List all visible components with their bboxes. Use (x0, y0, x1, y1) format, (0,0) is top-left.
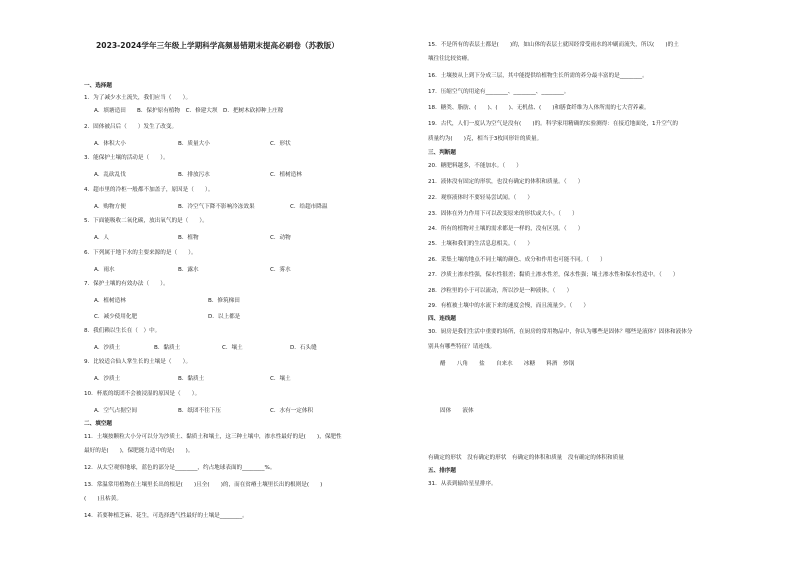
question-line: 固体 液体 (440, 408, 474, 414)
question-line: 14．若要种植芝麻、花生，可选择透气性最好的土壤是________。 (84, 513, 248, 519)
question-line: 22．观察液体时不要轻易尝试闻。（ ） (428, 195, 534, 201)
question-line: 25．土壤和我们的生活息息相关。（ ） (428, 241, 534, 247)
answer-option: B．纸团不往下压 (178, 408, 221, 414)
answer-option: A．填塘造田 B．保护原有植物 C．修建大坝 D．把树木砍掉种上庄稼 (94, 108, 284, 114)
question-line: 13．常温常用植物在土壤里长出的根是( )且全( )的，而在贫瘠土壤里长出的根则是( ) (84, 482, 323, 488)
question-line: 24．所有的植物对土壤的需求都是一样的，没有区别。（ ） (428, 226, 584, 232)
answer-option: C．雾水 (270, 267, 291, 273)
answer-option: A．购物方便 (94, 204, 126, 210)
question-line: 2．固体被吕后（ ）发生了改变。 (84, 124, 178, 130)
question-line: ( )且枯黄。 (84, 496, 122, 502)
question-line: 壤往往比较贫瘠。 (428, 56, 473, 62)
answer-option: B．黏质土 (178, 376, 205, 382)
question-line: 4．超市里的冷柜一般都不加盖子，原因是（ ）。 (84, 187, 214, 193)
answer-option: C．形状 (270, 141, 291, 147)
question-line: 6．下列属于地下水的主要来源的是（ ）。 (84, 250, 197, 256)
question-line: 10．杯底的纸团不会被浸湿的原因是（ ）。 (84, 391, 201, 397)
answer-option: A．植树造林 (94, 298, 126, 304)
answer-option: C．减少使用化肥 (94, 314, 138, 320)
question-line: 31．从表到输给星星排序。 (428, 481, 497, 487)
answer-option: D．以上都是 (208, 314, 241, 320)
answer-option: A．沙质土 (94, 376, 121, 382)
question-line: 最好的是( )，保肥能力适中的是( )。 (84, 448, 194, 454)
answer-option: B．黏质土 (154, 345, 181, 351)
answer-option: C．给超市降温 (290, 204, 328, 210)
question-line: 20．糖肥料越多，不能加水。（ ） (428, 163, 522, 169)
question-line: 12．从太空观察地球，蓝色的部分是________，约占地球表面的________%。 (84, 465, 276, 471)
question-line: 19．古代，人们一度认为空气是没有( )的。科学家用精确的实验测得：在接近地面处，1升空气的 (428, 121, 678, 127)
answer-option: A．雨水 (94, 267, 115, 273)
question-line: 30．厨房是我们生活中重要的场所，在厨房的常用物品中，你认为哪些是固体？哪些是液体？固体和液体分 (428, 329, 693, 335)
answer-option: B．质量大小 (178, 141, 210, 147)
answer-option: B．植物 (178, 235, 199, 241)
section-heading: 一、选择题 (84, 83, 112, 89)
question-line: 1．为了减少水土流失，我们应当（ ）。 (84, 95, 192, 101)
question-line: 23．固体在外力作用下可以改变原来的形状或大小。（ ） (428, 211, 578, 217)
answer-option: B．露水 (178, 267, 199, 273)
question-line: 27．沙质土渗水性强，保水性很差；黏质土渗水性差，保水性强；壤土渗水性和保水性适中。（ ） (428, 272, 679, 278)
question-line: 15．不是所有的表层土都是( )的，如山体的表层土就因经常受雨水的冲刷而流失，所以( )的土 (428, 42, 679, 48)
answer-option: B．排放污水 (178, 172, 210, 178)
answer-option: A．沙质土 (94, 345, 121, 351)
answer-option: B．冷空气下降不影响冷冻效果 (178, 204, 255, 210)
question-line: 7．保护土壤的有效办法（ ）。 (84, 281, 169, 287)
question-line: 3．能保护土壤的活动是（ ）。 (84, 155, 169, 161)
answer-option: A．乱砍乱伐 (94, 172, 126, 178)
question-line: 质量约为( )克，相当于3枚回形针的质量。 (428, 136, 543, 142)
question-line: 18．糖类、脂肪、( )、( )、无机盐、( )和膳食纤维为人体所需的七大营养素。 (428, 105, 650, 111)
question-line: 11．土壤按颗粒大小分可以分为沙质土、黏质土和壤土，这三种土壤中，渗水性最好的是( )，保肥性 (84, 434, 342, 440)
answer-option: C．水有一定体积 (270, 408, 314, 414)
question-line: 有确定的形状 没有确定的形状 有确定的体积和质量 没有确定的体积和质量 (428, 455, 624, 461)
question-line: 28．沙粒里的小于可以流动，所以沙是一种液体。（ ） (428, 288, 573, 294)
answer-option: C．植树造林 (270, 172, 302, 178)
question-line: 5．下面能吸收二氧化碳，放出氧气的是（ ）。 (84, 218, 208, 224)
answer-option: B．修筑梯田 (208, 298, 240, 304)
question-line: 别具有哪些特征？请连线。 (428, 344, 496, 350)
question-line: 21．液体没有固定的形状，也没有确定的体积和质量。（ ） (428, 179, 584, 185)
question-line: 29．有植被土壤中的水流下来的速度会慢，而且流量少。（ ） (428, 303, 589, 309)
answer-option: A．人 (94, 235, 110, 241)
question-line: 9．比较适合仙人掌生长的土壤是（ ）。 (84, 359, 192, 365)
answer-option: C．壤土 (270, 376, 291, 382)
answer-option: A．体积大小 (94, 141, 126, 147)
question-line: 醋 八角 盐 自来水 冰糖 料酒 炒锅 (440, 361, 575, 367)
section-heading: 二、填空题 (84, 421, 112, 427)
question-line: 26．采集土壤的地点不同土壤的颜色、成分和作用也可能不同。（ ） (428, 257, 606, 263)
answer-option: C．动物 (270, 235, 291, 241)
exam-title: 2023-2024学年三年级上学期科学高频易错期末提高必刷卷（苏教版） (96, 41, 339, 50)
answer-option: C．壤土 (222, 345, 243, 351)
section-heading: 五、排序题 (428, 468, 456, 474)
answer-option: D．石头缝 (290, 345, 317, 351)
question-line: 8．我们赖以生长在（ ）中。 (84, 328, 161, 334)
section-heading: 四、连线题 (428, 316, 456, 322)
answer-option: A．空气占据空间 (94, 408, 137, 414)
section-heading: 三、判断题 (428, 150, 456, 156)
question-line: 16．土壤按从上到下分成三层，其中能提供给植物生长所需的养分最丰富的是________。 (428, 73, 648, 79)
question-line: 17．压缩空气的用途有________、________、________。 (428, 89, 570, 95)
